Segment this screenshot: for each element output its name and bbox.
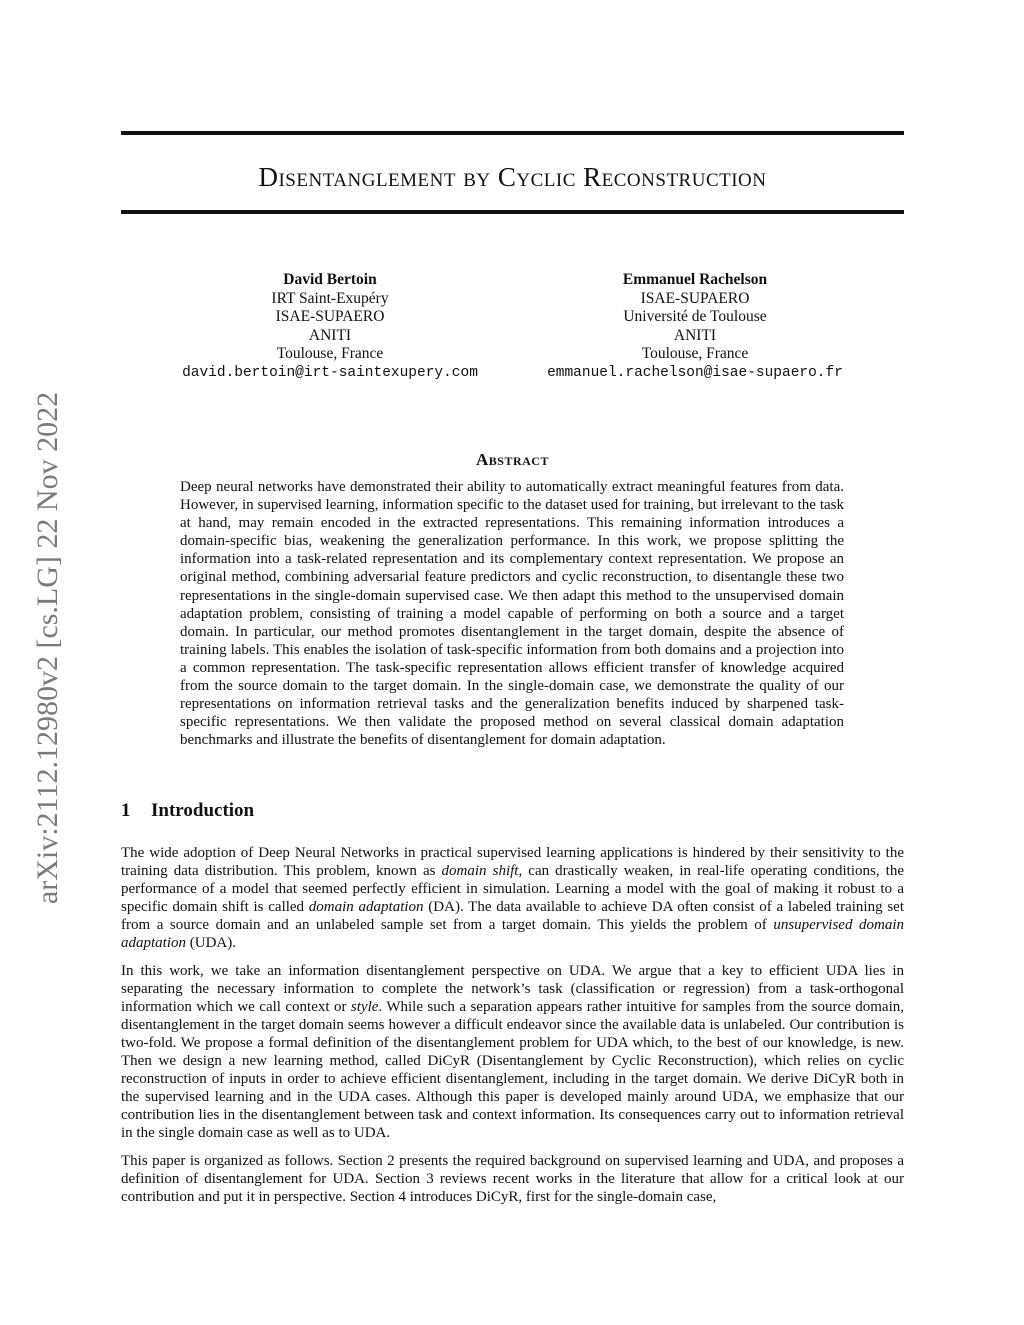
paragraph bbox=[121, 1152, 904, 1206]
section-number: 1 bbox=[121, 800, 131, 821]
paper-title: Disentanglement by Cyclic Reconstruction bbox=[258, 162, 767, 192]
emphasis-term: unsupervised domain adaptation bbox=[121, 917, 904, 952]
emphasis-term: domain shift bbox=[441, 863, 519, 880]
author-affiliation: ANITI bbox=[308, 326, 352, 344]
author-block-2 bbox=[530, 271, 860, 382]
author-name: Emmanuel Rachelson bbox=[622, 271, 768, 288]
text-run: In this work, we take an information disentanglement perspective on UDA. We argue that a key to efficient UDA lies in separating the necessary information to complete the network’s task (classification or regression) from a task-orthogonal information which we call context or bbox=[121, 962, 904, 1015]
introduction-body bbox=[121, 844, 904, 1215]
author-affiliation: ANITI bbox=[673, 326, 717, 344]
section-heading-introduction bbox=[121, 800, 254, 822]
author-block-1 bbox=[165, 271, 495, 382]
text-run: (DA). The data available to achieve DA often consist of a labeled training set from a source domain and an unlabeled sample set from a target domain. This yields the problem of bbox=[121, 899, 904, 934]
author-name: David Bertoin bbox=[283, 271, 377, 288]
emphasis-term: style bbox=[350, 998, 379, 1015]
text-run: This paper is organized as follows. Section 2 presents the required background on supervised learning and UDA, and proposes a definition of disentanglement for UDA. Section 3 reviews recent works in the literature that allow for a critical look at our contribution and put it in perspective. Section 4 introduces DiCyR, first for the single-domain case, bbox=[121, 1152, 904, 1205]
text-run: , can drastically weaken, in real-life operating conditions, the performance of a model that seemed perfectly efficient in simulation. Learning a model with the goal of making it robust to a specific domain shift is called bbox=[121, 863, 904, 916]
author-affiliation: ISAE-SUPAERO bbox=[275, 308, 385, 325]
author-affiliation: IRT Saint-Exupéry bbox=[271, 289, 389, 307]
author-affiliation: Toulouse, France bbox=[276, 345, 384, 362]
emphasis-term: domain adaptation bbox=[308, 899, 424, 916]
abstract-text: Deep neural networks have demonstrated their ability to automatically extract meaningful features from data. However, in supervised learning, information specific to the dataset used for training, but irrelevant to the task at hand, may remain encoded in the extracted representations. This remaining information introduces a domain-specific bias, weakening the generalization performance. In this work, we propose splitting the information into a task-related representation and its complementary context representation. We propose an original method, combining adversarial feature predictors and cyclic reconstruction, to disentangle these two representations in the single-domain supervised case. We then adapt this method to the unsupervised domain adaptation problem, consisting of training a model capable of performing on both a source and a target domain. In particular, our method promotes disentanglement in the target domain, despite the absence of training labels. This enables the isolation of task-specific information from both domains and a projection into a common representation. The task-specific representation allows efficient transfer of knowledge acquired from the source domain to the target domain. In the single-domain case, we demonstrate the quality of our representations on information retrieval tasks and the generalization benefits induced by sharpened task-specific representations. We then validate the proposed method on several classical domain adaptation benchmarks and illustrate the benefits of disentanglement for domain adaptation. bbox=[180, 479, 844, 749]
author-affiliation: Toulouse, France bbox=[641, 345, 749, 362]
paragraph bbox=[121, 962, 904, 1143]
author-affiliation: ISAE-SUPAERO bbox=[640, 289, 750, 307]
section-title: Introduction bbox=[151, 800, 255, 821]
title-rule-top bbox=[121, 131, 904, 135]
text-run: The wide adoption of Deep Neural Networks in practical supervised learning applications is hindered by their sensitivity to the training data distribution. This problem, known as bbox=[121, 845, 904, 880]
arxiv-identifier-stamp: arXiv:2112.12980v2 [cs.LG] 22 Nov 2022 bbox=[31, 391, 64, 905]
author-email[interactable]: david.bertoin@irt-saintexupery.com bbox=[182, 364, 478, 381]
paragraph bbox=[121, 844, 904, 953]
title-rule-bottom bbox=[121, 210, 904, 214]
abstract-heading: Abstract bbox=[476, 450, 549, 469]
author-email[interactable]: emmanuel.rachelson@isae-supaero.fr bbox=[547, 364, 843, 381]
text-run: . While such a separation appears rather intuitive for samples from the source domain, disentanglement in the target domain seems however a difficult endeavor since the available data is unlabeled. Our contribution is two-fold. We propose a formal definition of the disentanglement problem for UDA which, to the best of our knowledge, is new. Then we design a new learning method, called DiCyR (Disentanglement by Cyclic Reconstruction), which relies on cyclic reconstruction of inputs in order to achieve efficient disentanglement, including in the target domain. We derive DiCyR both in the supervised learning and in the UDA cases. Although this paper is developed mainly around UDA, we emphasize that our contribution lies in the disentanglement between task and context information. Its consequences carry out to information retrieval in the single domain case as well as to UDA. bbox=[121, 998, 905, 1142]
author-affiliation: Université de Toulouse bbox=[623, 308, 767, 325]
text-run: (UDA). bbox=[186, 935, 237, 952]
